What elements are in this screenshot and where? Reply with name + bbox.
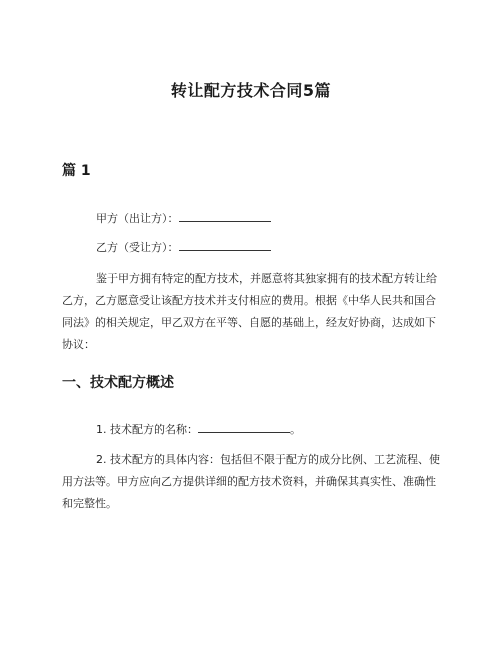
- party-a-blank: [179, 210, 271, 222]
- party-a-line: [96, 210, 271, 226]
- item1-suffix: 。: [290, 423, 301, 436]
- party-b-blank: [179, 239, 271, 251]
- section-heading-overview: 一、技术配方概述: [62, 375, 174, 391]
- preamble-paragraph: 鉴于甲方拥有特定的配方技术，并愿意将其独家拥有的技术配方转让给乙方，乙方愿意受让该配方技术并支付相应的费用。根据《中华人民共和国合同法》的相关规定，甲乙双方在平等、自愿的基础上，经友好协商，达成如下协议：: [62, 272, 437, 351]
- document-title: 转让配方技术合同5篇: [170, 81, 332, 100]
- section-heading-part1: 篇 1: [62, 163, 91, 179]
- item1-blank: [198, 421, 290, 433]
- item1-line: [96, 421, 301, 437]
- item1-label: 1. 技术配方的名称：: [96, 423, 198, 436]
- party-b-label: 乙方（受让方）：: [96, 241, 179, 254]
- party-a-label: 甲方（出让方）：: [96, 212, 179, 225]
- item2-paragraph: 2. 技术配方的具体内容：包括但不限于配方的成分比例、工艺流程、使用方法等。甲方应向乙方提供详细的配方技术资料，并确保其真实性、准确性和完整性。: [62, 453, 440, 510]
- party-b-line: [96, 239, 271, 255]
